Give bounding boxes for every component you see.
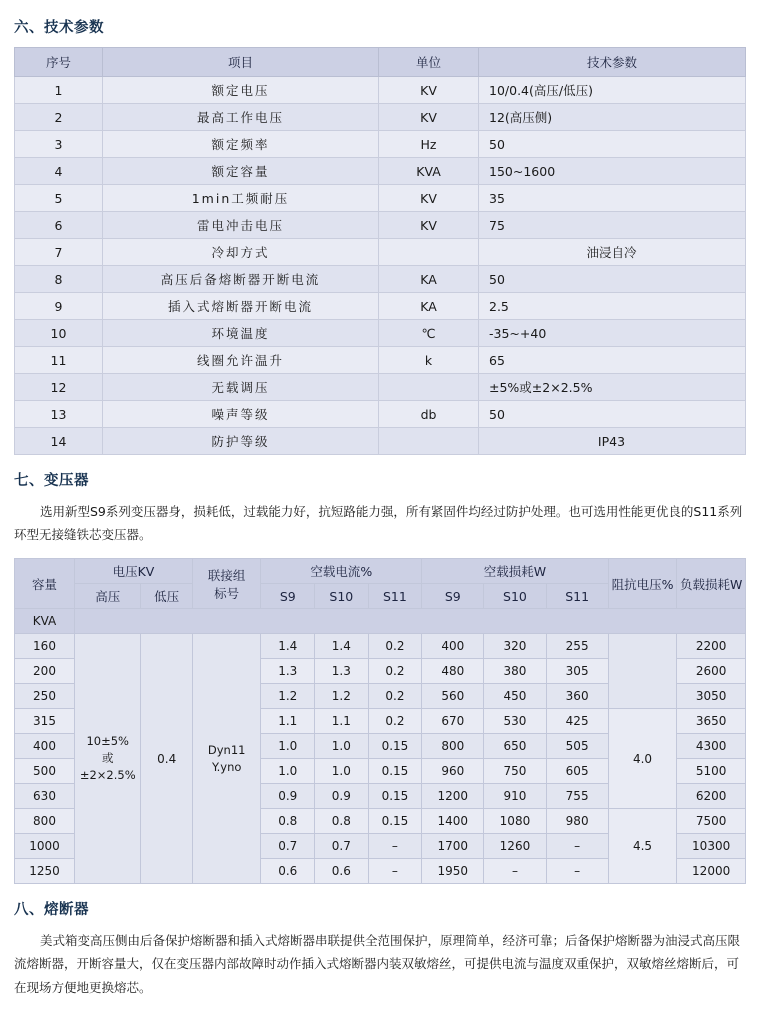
section-heading-fuse: 八、熔断器 — [14, 902, 89, 919]
cell-impedance-1: 4.0 — [608, 709, 677, 809]
cell-loss-s9: 670 — [422, 709, 484, 734]
cell-item: 额定电压 — [103, 77, 379, 104]
cell-current-s11: 0.15 — [368, 809, 422, 834]
table-header-row — [15, 48, 746, 77]
cell-group-l1: Dyn11 — [207, 742, 246, 757]
cell-current-s10: 1.1 — [315, 709, 369, 734]
cell-unit — [379, 428, 479, 455]
table-row — [15, 634, 746, 659]
section-heading-technical-parameters: 六、技术参数 — [14, 20, 104, 36]
cell-load-loss: 5100 — [677, 759, 746, 784]
transformer-spec-table — [14, 558, 746, 884]
cell-value: 150~1600 — [479, 158, 746, 185]
cell-item: 冷却方式 — [103, 239, 379, 266]
col-header-no: 序号 — [15, 48, 103, 77]
technical-parameters-table — [14, 47, 746, 455]
col-header-current-s9: S9 — [261, 584, 315, 609]
table-row — [15, 293, 746, 320]
cell-no: 1 — [15, 77, 103, 104]
cell-value: 10/0.4(高压/低压) — [479, 77, 746, 104]
cell-loss-s11: 755 — [546, 784, 608, 809]
cell-loss-s10: 450 — [484, 684, 546, 709]
table-row — [15, 374, 746, 401]
cell-current-s9: 0.9 — [261, 784, 315, 809]
cell-kva: 315 — [15, 709, 75, 734]
cell-loss-s9: 960 — [422, 759, 484, 784]
cell-current-s10: 0.8 — [315, 809, 369, 834]
table-row — [15, 158, 746, 185]
col-header-group-l1: 联接组 — [207, 567, 246, 583]
cell-current-s10: 0.6 — [315, 859, 369, 884]
cell-value: 12(高压侧) — [479, 104, 746, 131]
cell-current-s10: 1.0 — [315, 759, 369, 784]
cell-load-loss: 6200 — [677, 784, 746, 809]
cell-loss-s9: 400 — [422, 634, 484, 659]
col-header-loss-s9: S9 — [422, 584, 484, 609]
table-row — [15, 320, 746, 347]
col-header-unit: 单位 — [379, 48, 479, 77]
cell-kva: 630 — [15, 784, 75, 809]
cell-no: 10 — [15, 320, 103, 347]
cell-loss-s11: 360 — [546, 684, 608, 709]
cell-current-s11: 0.2 — [368, 709, 422, 734]
table-row — [15, 266, 746, 293]
cell-current-s9: 1.3 — [261, 659, 315, 684]
cell-item: 额定容量 — [103, 158, 379, 185]
fuse-paragraph — [14, 929, 746, 998]
cell-load-loss: 12000 — [677, 859, 746, 884]
cell-loss-s11: 605 — [546, 759, 608, 784]
col-header-no-load-loss: 空载损耗W — [422, 559, 609, 584]
cell-hv-l2: 或 — [101, 751, 114, 766]
cell-value: 油浸自冷 — [479, 239, 746, 266]
cell-impedance-2: 4.5 — [608, 809, 677, 884]
cell-unit — [379, 239, 479, 266]
col-header-group-l2: 标号 — [214, 585, 240, 601]
cell-item: 防护等级 — [103, 428, 379, 455]
cell-unit: k — [379, 347, 479, 374]
cell-loss-s9: 560 — [422, 684, 484, 709]
cell-value: 50 — [479, 266, 746, 293]
col-header-no-load-current: 空载电流% — [261, 559, 422, 584]
cell-current-s9: 1.0 — [261, 759, 315, 784]
fuse-paragraph-text: 美式箱变高压侧由后备保护熔断器和插入式熔断器串联提供全范围保护，原理简单，经济可靠；后备保护熔断器为油浸式高压限流熔断器，开断容量大，仅在变压器内部故障时动作插入式熔断器内装双敏熔丝，可提供电流与温度双重保护，双敏熔丝熔断后，可在现场方便地更换熔芯。 — [14, 933, 741, 995]
cell-current-s10: 1.3 — [315, 659, 369, 684]
cell-loss-s9: 1950 — [422, 859, 484, 884]
cell-current-s9: 1.0 — [261, 734, 315, 759]
cell-impedance-blank — [608, 634, 677, 709]
cell-loss-s10: 380 — [484, 659, 546, 684]
col-header-loss-s11: S11 — [546, 584, 608, 609]
cell-lv-voltage: 0.4 — [141, 634, 192, 884]
transformer-paragraph — [14, 500, 746, 546]
cell-current-s9: 0.8 — [261, 809, 315, 834]
cell-item: 环境温度 — [103, 320, 379, 347]
cell-current-s10: 0.9 — [315, 784, 369, 809]
cell-kva: 250 — [15, 684, 75, 709]
table-row — [15, 104, 746, 131]
table-row — [15, 212, 746, 239]
cell-unit: Hz — [379, 131, 479, 158]
cell-loss-s9: 800 — [422, 734, 484, 759]
cell-kva: 500 — [15, 759, 75, 784]
cell-current-s9: 0.6 — [261, 859, 315, 884]
cell-hv-l3: ±2×2.5% — [79, 768, 136, 783]
cell-no: 13 — [15, 401, 103, 428]
cell-loss-s11: 425 — [546, 709, 608, 734]
cell-load-loss: 10300 — [677, 834, 746, 859]
cell-current-s9: 1.1 — [261, 709, 315, 734]
col-header-current-s11: S11 — [368, 584, 422, 609]
cell-current-s10: 1.4 — [315, 634, 369, 659]
col-header-value: 技术参数 — [479, 48, 746, 77]
cell-load-loss: 7500 — [677, 809, 746, 834]
cell-no: 14 — [15, 428, 103, 455]
cell-current-s11: – — [368, 859, 422, 884]
cell-item: 无载调压 — [103, 374, 379, 401]
cell-unit: KV — [379, 185, 479, 212]
col-header-loss-s10: S10 — [484, 584, 546, 609]
cell-unit: db — [379, 401, 479, 428]
cell-loss-s10: 1260 — [484, 834, 546, 859]
cell-kva: 800 — [15, 809, 75, 834]
cell-no: 7 — [15, 239, 103, 266]
cell-item: 最高工作电压 — [103, 104, 379, 131]
table-row — [15, 401, 746, 428]
cell-no: 6 — [15, 212, 103, 239]
cell-value: ±5%或±2×2.5% — [479, 374, 746, 401]
cell-no: 9 — [15, 293, 103, 320]
table-row — [15, 239, 746, 266]
table-row-unit — [15, 609, 746, 634]
cell-current-s11: 0.15 — [368, 734, 422, 759]
cell-load-loss: 3650 — [677, 709, 746, 734]
col-header-capacity-label: 容量 — [32, 576, 58, 592]
cell-current-s10: 1.0 — [315, 734, 369, 759]
cell-load-loss: 4300 — [677, 734, 746, 759]
col-header-capacity — [15, 559, 75, 609]
cell-loss-s9: 480 — [422, 659, 484, 684]
col-header-current-s10: S10 — [315, 584, 369, 609]
cell-value: IP43 — [479, 428, 746, 455]
cell-current-s10: 0.7 — [315, 834, 369, 859]
cell-loss-s10: 750 — [484, 759, 546, 784]
cell-item: 噪声等级 — [103, 401, 379, 428]
cell-unit: KVA — [379, 158, 479, 185]
cell-loss-s11: – — [546, 859, 608, 884]
cell-group-l2: Y.yno — [211, 759, 242, 774]
col-header-impedance: 阻抗电压% — [608, 559, 677, 609]
cell-item: 插入式熔断器开断电流 — [103, 293, 379, 320]
cell-kva: 400 — [15, 734, 75, 759]
cell-no: 12 — [15, 374, 103, 401]
cell-unit: ℃ — [379, 320, 479, 347]
col-header-item: 项目 — [103, 48, 379, 77]
cell-current-s10: 1.2 — [315, 684, 369, 709]
cell-current-s11: 0.2 — [368, 634, 422, 659]
cell-load-loss: 2200 — [677, 634, 746, 659]
cell-item: 1min工频耐压 — [103, 185, 379, 212]
col-header-group — [192, 559, 261, 609]
cell-kva: 160 — [15, 634, 75, 659]
cell-loss-s10: – — [484, 859, 546, 884]
cell-unit: KV — [379, 212, 479, 239]
cell-connection-group — [192, 634, 261, 884]
cell-loss-s11: 255 — [546, 634, 608, 659]
cell-current-s9: 1.4 — [261, 634, 315, 659]
cell-loss-s10: 1080 — [484, 809, 546, 834]
table-row — [15, 131, 746, 158]
cell-kva: 1000 — [15, 834, 75, 859]
cell-current-s11: 0.15 — [368, 759, 422, 784]
cell-loss-s11: – — [546, 834, 608, 859]
cell-loss-s11: 980 — [546, 809, 608, 834]
cell-capacity-unit: KVA — [15, 609, 75, 634]
col-header-voltage: 电压KV — [75, 559, 193, 584]
cell-value: 50 — [479, 131, 746, 158]
cell-item: 雷电冲击电压 — [103, 212, 379, 239]
table-row — [15, 77, 746, 104]
cell-unit: KA — [379, 293, 479, 320]
cell-loss-s10: 530 — [484, 709, 546, 734]
col-header-load-loss: 负载损耗W — [677, 559, 746, 609]
cell-unit — [379, 374, 479, 401]
table-row — [15, 347, 746, 374]
cell-value: 35 — [479, 185, 746, 212]
cell-load-loss: 2600 — [677, 659, 746, 684]
cell-item: 高压后备熔断器开断电流 — [103, 266, 379, 293]
cell-loss-s10: 910 — [484, 784, 546, 809]
col-header-lv: 低压 — [141, 584, 192, 609]
cell-no: 11 — [15, 347, 103, 374]
section-heading-transformer: 七、变压器 — [14, 473, 89, 489]
cell-item: 额定频率 — [103, 131, 379, 158]
cell-current-s11: 0.15 — [368, 784, 422, 809]
cell-unit: KV — [379, 77, 479, 104]
cell-current-s9: 1.2 — [261, 684, 315, 709]
cell-no: 4 — [15, 158, 103, 185]
cell-current-s11: 0.2 — [368, 659, 422, 684]
cell-kva: 200 — [15, 659, 75, 684]
col-header-hv: 高压 — [75, 584, 141, 609]
cell-value: 2.5 — [479, 293, 746, 320]
cell-item: 线圈允许温升 — [103, 347, 379, 374]
cell-loss-s11: 505 — [546, 734, 608, 759]
cell-loss-s9: 1200 — [422, 784, 484, 809]
table-header-row-1 — [15, 559, 746, 584]
cell-hv-l1: 10±5% — [86, 733, 129, 748]
cell-loss-s11: 305 — [546, 659, 608, 684]
table-row — [15, 185, 746, 212]
cell-unit: KA — [379, 266, 479, 293]
cell-no: 8 — [15, 266, 103, 293]
cell-current-s9: 0.7 — [261, 834, 315, 859]
cell-loss-s10: 320 — [484, 634, 546, 659]
cell-unit: KV — [379, 104, 479, 131]
cell-loss-s10: 650 — [484, 734, 546, 759]
cell-current-s11: 0.2 — [368, 684, 422, 709]
cell-loss-s9: 1700 — [422, 834, 484, 859]
cell-kva: 1250 — [15, 859, 75, 884]
cell-no: 5 — [15, 185, 103, 212]
cell-value: 75 — [479, 212, 746, 239]
cell-value: 65 — [479, 347, 746, 374]
cell-value: 50 — [479, 401, 746, 428]
cell-no: 2 — [15, 104, 103, 131]
cell-hv-voltage — [75, 634, 141, 884]
table-row — [15, 428, 746, 455]
cell-unit-spacer — [75, 609, 746, 634]
cell-loss-s9: 1400 — [422, 809, 484, 834]
cell-load-loss: 3050 — [677, 684, 746, 709]
cell-no: 3 — [15, 131, 103, 158]
transformer-paragraph-text: 选用新型S9系列变压器身，损耗低，过载能力好，抗短路能力强，所有紧固件均经过防护处理。也可选用性能更优良的S11系列环型无接缝铁芯变压器。 — [14, 504, 743, 543]
cell-value: -35~+40 — [479, 320, 746, 347]
cell-current-s11: – — [368, 834, 422, 859]
